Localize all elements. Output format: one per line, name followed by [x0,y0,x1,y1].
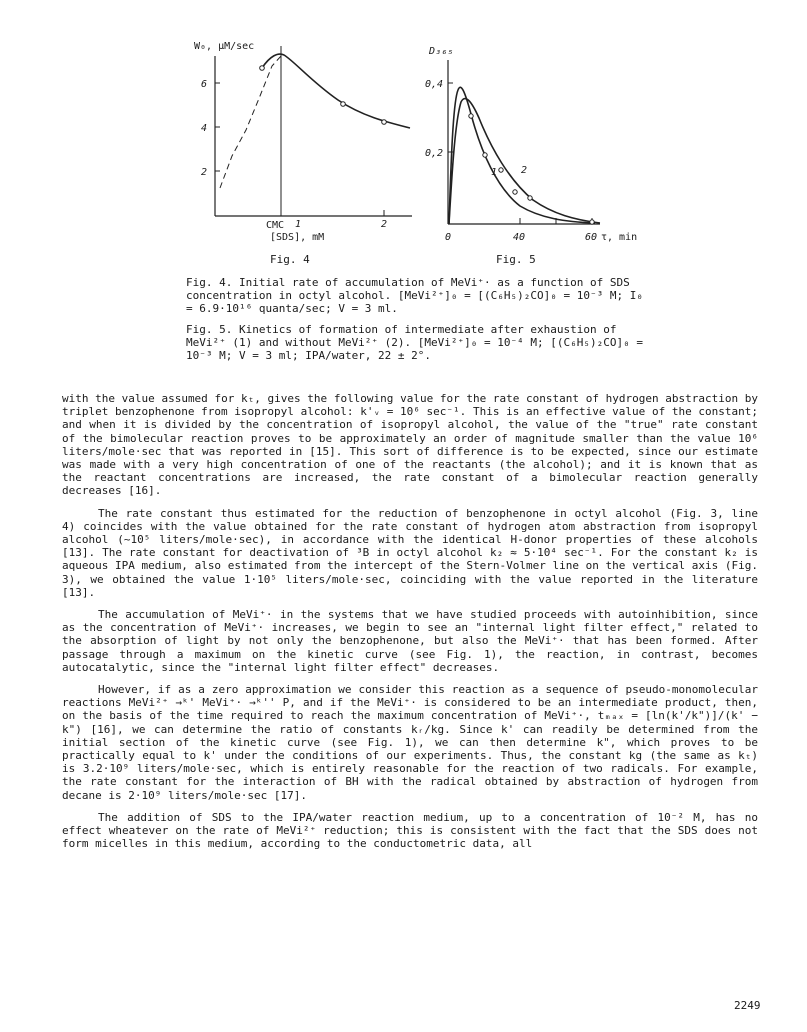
fig5-y-axis-label: D₃₆₅ [429,46,454,57]
fig5-y-tick: 0,4 [425,79,444,90]
fig4-x-axis-label: [SDS], mM [270,232,325,243]
fig5-caption: Fig. 5. Kinetics of formation of intermediate after exhaustion of MeVi²⁺ (1) and without MeVi²⁺ (2). [MeVi²⁺]₀ = 10⁻⁴ M; [(C₆H₅)₂CO]₀ = 10⁻³ M; V = 3 ml; IPA/water, 22 ± 2°. [186,323,643,362]
page-number: 2249 [734,999,761,1012]
fig5-data-point [483,153,487,157]
fig5-x-axis-label: τ, min [601,232,638,243]
fig5-x-tick: 40 [513,232,526,243]
fig4-data-point [260,66,265,71]
fig4-y-tick: 4 [201,123,208,134]
fig4-curve [262,54,410,128]
paragraph: The accumulation of MeVi⁺· in the systems that we have studied proceeds with autoinhibition, since as the concentration of MeVi⁺· increases, we begin to see an "internal light filter effect," related to the absorption of light by not only the benzophenone, but also the MeVi⁺· that has been formed. After passage through a maximum on the kinetic curve (see Fig. 1), the reaction, in contrast, becomes autocatalytic, since the "internal light filter effect" decreases. [62,608,758,674]
paragraph: The addition of SDS to the IPA/water reaction medium, up to a concentration of 10⁻² M, has no effect wheatever on the rate of MeVi²⁺ reduction; this is consistent with the fact that the SDS does not form micelles in this medium, according to the conductometric data, all [62,810,758,851]
fig4-x-tick: 2 [381,219,388,230]
fig4-y-axis-label: W₀, μM/sec [194,41,255,52]
fig4-data-point [382,120,387,125]
fig5-y-tick: 0,2 [425,148,444,159]
fig5-label: Fig. 5 [496,253,536,266]
fig4-y-tick: 6 [201,79,208,90]
fig4-data-point [341,102,346,107]
fig5-curve-label-1: 1 [491,167,498,178]
fig4-cmc-label: CMC [266,220,285,231]
fig4-label: Fig. 4 [270,253,310,266]
fig5-data-point [528,196,532,200]
fig4-x-tick: 1 [295,219,302,230]
fig5-x-tick: 60 [585,232,598,243]
fig5-curve-label-2: 2 [521,165,528,176]
paragraph: However, if as a zero approximation we consider this reaction as a sequence of pseudo-monomolecular reactions MeVi²⁺ →ᵏ' MeVi⁺· →ᵏ'' P, and if the MeVi⁺· is considered to be an intermediate product, then, on the basis of the time required to reach the maximum concentration of MeVi⁺·, tₘₐₓ = [ln(k'/k")]/(k' − k") [16], we can determine the ratio of constants kᵣ/kg. Since k' can readily be determined from the initial section of the kinetic curve (see Fig. 1), we can then determine k", which proves to be practically equal to k' under the conditions of our experiments. Thus, the constant kg (the same as kₜ) is 3.2·10⁹ liters/mole·sec, which is entirely reasonable for the reaction of two radicals. For example, the rate constant for the interaction of BH with the radical obtained by abstraction of hydrogen from decane is 2·10⁹ liters/mole·sec [17]. [62,683,758,802]
fig5-data-point [590,220,594,224]
figure-4 [190,38,425,248]
paragraph: The rate constant thus estimated for the reduction of benzophenone in octyl alcohol (Fig. 3, line 4) coincides with the value obtained for the rate constant of hydrogen atom abstraction from isopropyl alcohol (~10⁵ liters/mole·sec), in accordance with the identical H-donor properties of these alcohols [13]. The rate constant for deactivation of ³B in octyl alcohol k₂ ≈ 5·10⁴ sec⁻¹. For the constant k₂ is aqueous IPA medium, also estimated from the intercept of the Stern-Volmer line on the vertical axis (Fig. 3), we obtained the value 1·10⁵ liters/mole·sec, coinciding with the value reported in the literature [13]. [62,506,758,599]
fig5-data-point [499,168,503,172]
fig5-curve-1 [449,87,595,224]
figure-captions [186,276,656,370]
fig5-data-point [469,114,473,118]
fig4-caption: Fig. 4. Initial rate of accumulation of MeVi⁺· as a function of SDS concentration in octyl alcohol. [MeVi²⁺]₀ = [(C₆H₅)₂CO]₀ = 10⁻³ M; I₀ = 6.9·10¹⁶ quanta/sec; V = 3 ml. [186,276,643,315]
paragraph: with the value assumed for kₜ, gives the following value for the rate constant of hydrogen abstraction by triplet benzophenone from isopropyl alcohol: k'ᵥ = 10⁶ sec⁻¹. This is an effective value of the constant; and when it is divided by the concentration of isopropyl alcohol, the value of the "true" rate constant of the bimolecular reaction proves to be approximately an order of magnitude smaller than the value 10⁶ liters/mole·sec that was reported in [15]. This sort of difference is to be expected, since our estimate was made with a very high concentration of one of the reactants (the alcohol); and it is known that as the reactant concentrations are increased, the rate constant of a bimolecular reaction generally decreases [16]. [62,392,758,498]
fig5-x-tick: 0 [445,232,452,243]
fig4-curve-dashed [220,56,281,188]
body-text [62,392,758,860]
figure-5 [425,42,645,247]
fig5-data-point [513,190,517,194]
fig4-y-tick: 2 [201,167,208,178]
